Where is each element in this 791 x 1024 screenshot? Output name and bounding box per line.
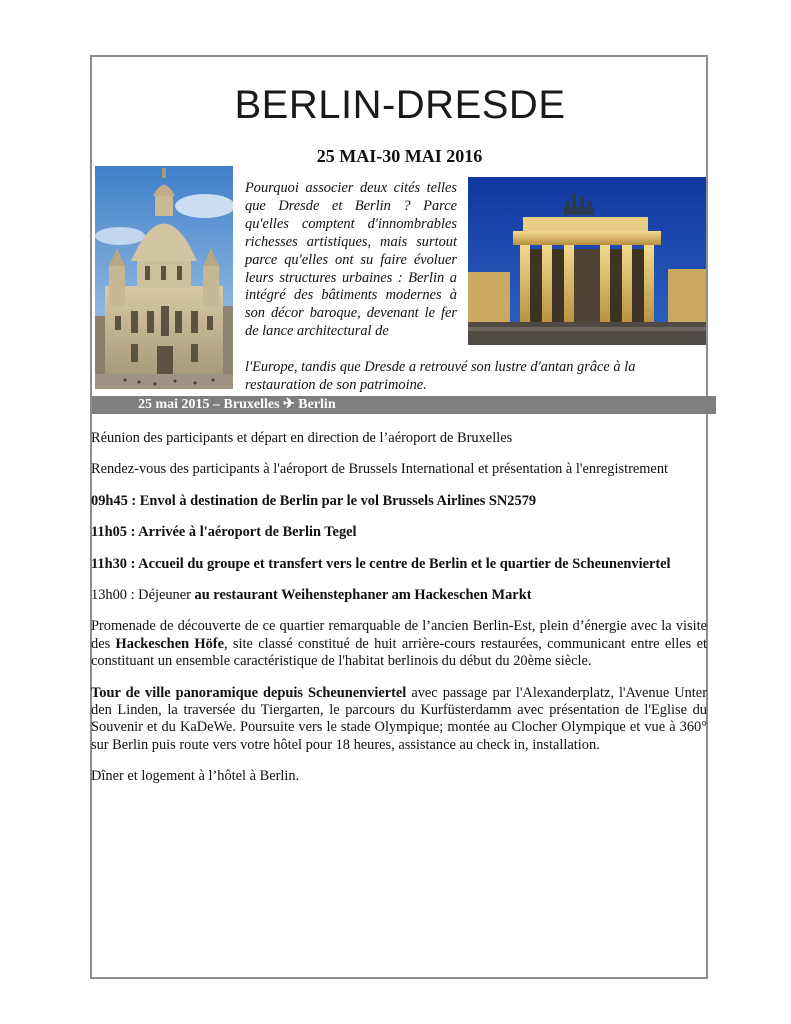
- intro-paragraph: Pourquoi associer deux cités telles que Dresde et Berlin ? Parce qu'elles comptent d'innombrables richesses artistiques, mais surtout parce qu'elles ont su faire évoluer leurs structures urbaines : Berlin a intégré des bâtiments modernes à son décor baroque, devenant le fer de lance architectural de: [245, 180, 457, 340]
- lunch-time: 13h00 : Déjeuner: [91, 587, 195, 604]
- lunch-restaurant: au restaurant Weihenstephaner am Hackeschen Markt: [194, 587, 532, 604]
- trip-dates: [0, 146, 791, 167]
- program-item: 09h45 : Envol à destination de Berlin par le vol Brussels Airlines SN2579: [91, 492, 537, 509]
- walk-text: Promenade de découverte de ce quartier remarquable de l’ancien Berlin-Est, plein d’énergie avec la visite des: [91, 618, 707, 652]
- intro-paragraph-end: l'Europe, tandis que Dresde a retrouvé son lustre d'antan grâce à la restauration de son patrimoine.: [245, 359, 636, 393]
- city-tour-text: avec passage par l'Alexanderplatz, l'Avenue Unter den Linden, la traversée du Tiergarten, le parcours du Kurfüsterdamm avec présentation de l'Eglise du Souvenir et du KaDeWe. Poursuite vers le stade Olympique; montée au Clocher Olympique et vue à 360° sur Berlin puis route vers votre hôtel pour 18 heures, assistance au check in, installation.: [91, 684, 707, 753]
- brandenburg-gate-photo: [468, 177, 706, 345]
- program-content: [91, 430, 707, 800]
- program-item: [91, 685, 707, 755]
- walk-text-end: , site classé constitué de huit arrière-cours restaurées, communicant entre elles et constituant un ensemble caractéristique de l'habitat berlinois du début du 20ème siècle.: [91, 635, 707, 670]
- hackeschen-hoefe: Hackeschen Höfe: [115, 635, 224, 652]
- program-item: Rendez-vous des participants à l'aéroport de Brussels International et présentation à l'enregistrement: [91, 461, 669, 478]
- program-item: 11h05 : Arrivée à l'aéroport de Berlin Tegel: [91, 524, 357, 541]
- program-item: Dîner et logement à l’hôtel à Berlin.: [91, 768, 300, 785]
- program-item: 11h30 : Accueil du groupe et transfert vers le centre de Berlin et le quartier de Scheunenviertel: [91, 555, 671, 572]
- dresden-frauenkirche-photo: [95, 166, 233, 389]
- program-item: [91, 587, 707, 604]
- program-item: [91, 618, 707, 670]
- trip-dates-text: 25 MAI-30 MAI 2016: [316, 146, 483, 166]
- day-header: 25 mai 2015 – Bruxelles ✈ Berlin: [92, 396, 716, 414]
- page-title: BERLIN-DRESDE: [234, 83, 566, 127]
- program-item: Réunion des participants et départ en direction de l’aéroport de Bruxelles: [91, 430, 513, 446]
- city-tour-title: Tour de ville panoramique depuis Scheunenviertel: [91, 684, 407, 701]
